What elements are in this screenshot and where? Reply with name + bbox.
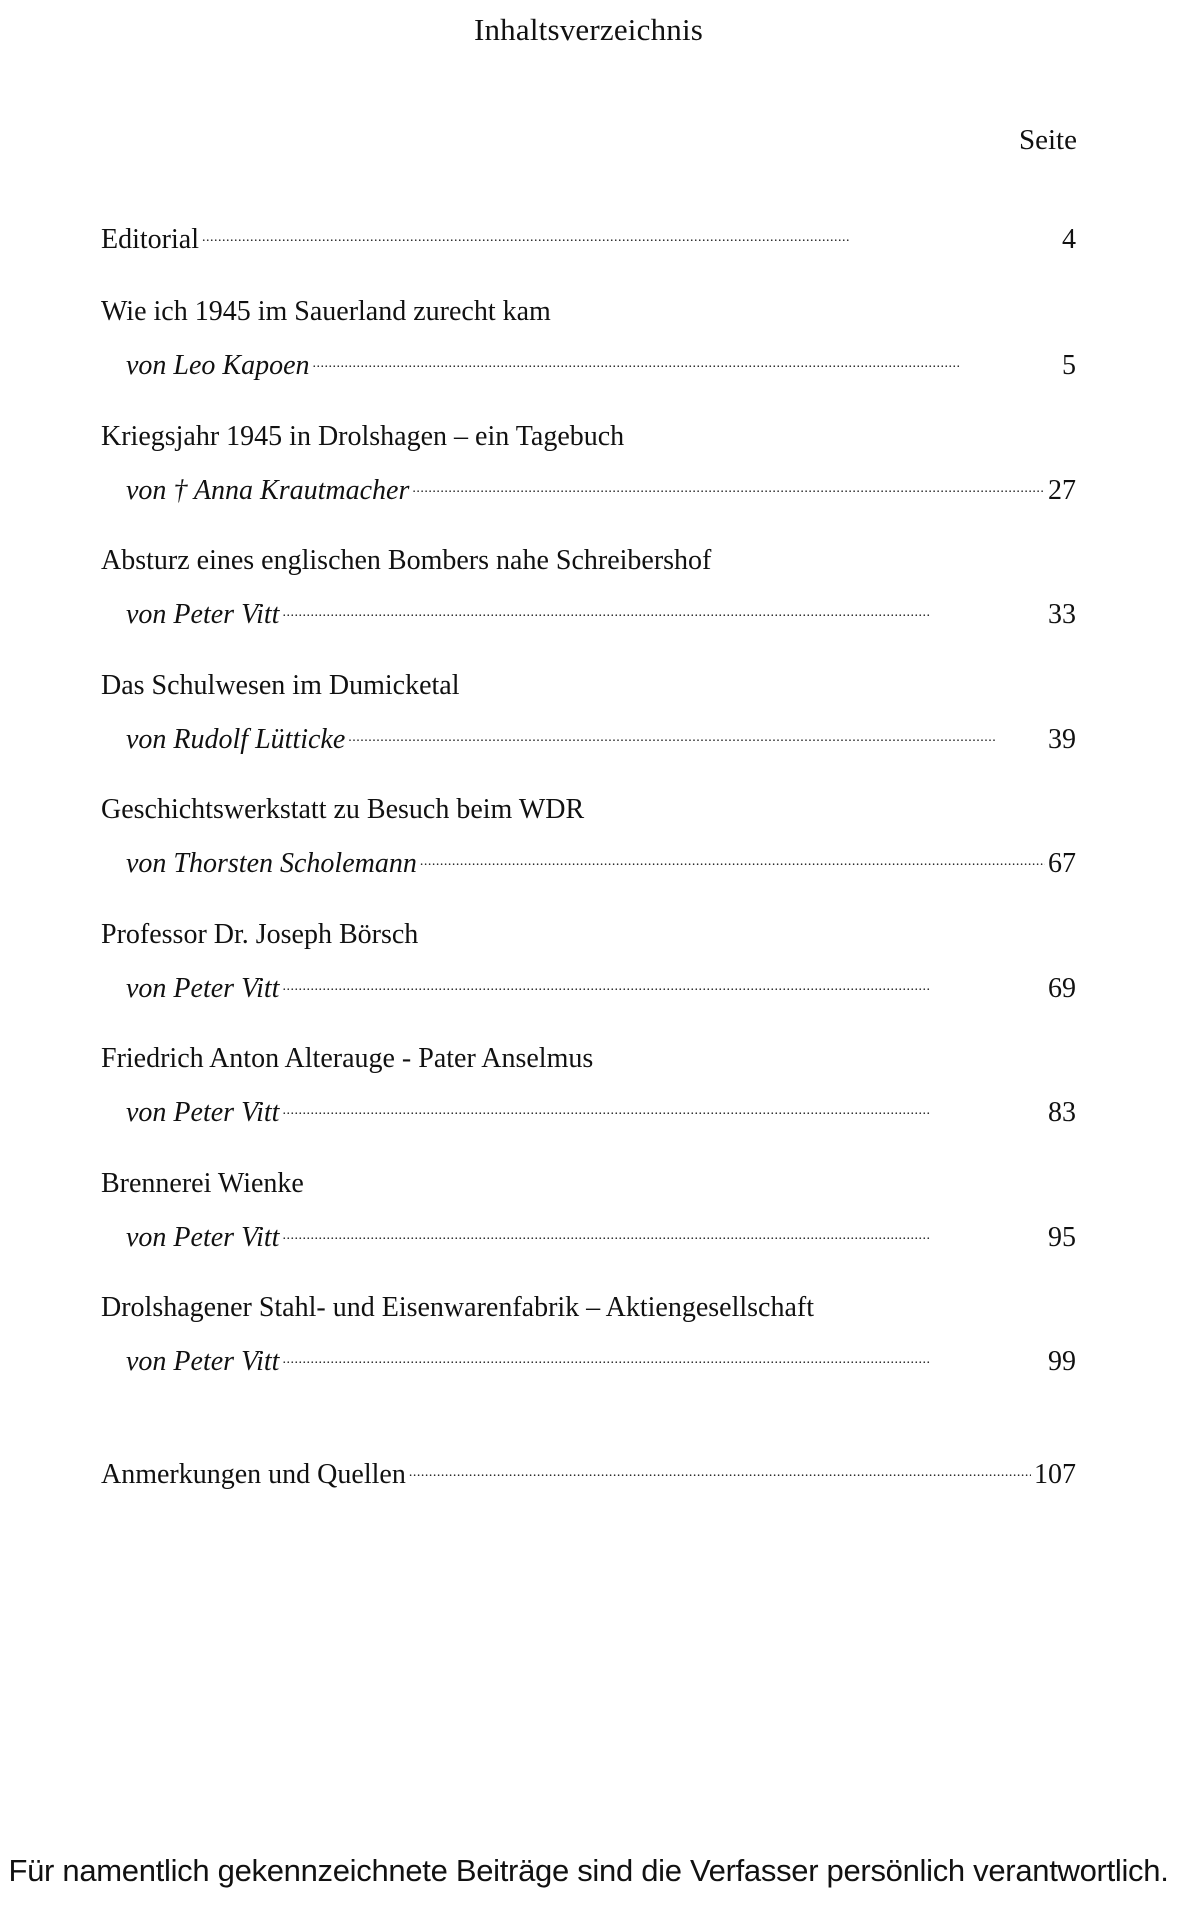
dot-leader — [282, 589, 1045, 623]
dot-leader — [412, 465, 1045, 499]
dot-leader — [420, 838, 1045, 872]
toc-author-line — [101, 838, 1076, 879]
toc-entry — [101, 669, 1076, 755]
page-number: 99 — [1048, 1346, 1076, 1377]
page-number: 39 — [1048, 724, 1076, 755]
entry-author: von Rudolf Lütticke — [126, 724, 346, 755]
page-number: 27 — [1048, 475, 1076, 506]
footer-disclaimer: Für namentlich gekennzeichnete Beiträge sind die Verfasser persönlich verantwortlich. — [8, 1853, 1169, 1888]
entry-author: von Peter Vitt — [126, 973, 280, 1004]
toc-entry — [101, 918, 1076, 1004]
page-number: 4 — [1062, 224, 1076, 255]
entry-author: von Peter Vitt — [126, 1222, 280, 1253]
toc-author-line — [101, 1336, 1076, 1377]
dot-leader — [282, 1336, 1045, 1370]
toc-author-line — [101, 465, 1076, 506]
toc-author-line — [101, 340, 1076, 381]
toc-entry — [101, 1042, 1076, 1128]
toc-author-line — [101, 1212, 1076, 1253]
entry-title: Drolshagener Stahl- und Eisenwarenfabrik – Aktiengesellschaft — [101, 1292, 815, 1323]
toc-entry — [101, 793, 1076, 879]
toc-entry — [101, 1291, 1076, 1377]
entry-author: von Peter Vitt — [126, 1097, 280, 1128]
entry-author: von Peter Vitt — [126, 1346, 280, 1377]
toc-line — [101, 214, 1076, 255]
toc-entry — [101, 544, 1076, 630]
page-number: 83 — [1048, 1097, 1076, 1128]
entry-title: Das Schulwesen im Dumicketal — [101, 670, 460, 701]
entry-author: von Leo Kapoen — [126, 350, 310, 381]
entry-title: Brennerei Wienke — [101, 1168, 304, 1199]
page-number: 67 — [1048, 848, 1076, 879]
entry-author: von Peter Vitt — [126, 599, 280, 630]
page-number: 95 — [1048, 1222, 1076, 1253]
dot-leader — [282, 1087, 1045, 1121]
dot-leader — [202, 214, 1059, 248]
dot-leader — [313, 340, 1059, 374]
page-number: 5 — [1062, 350, 1076, 381]
dot-leader — [409, 1449, 1031, 1483]
toc-entry — [101, 420, 1076, 506]
toc-entry-editorial — [101, 214, 1076, 255]
entry-title: Wie ich 1945 im Sauerland zurecht kam — [101, 296, 551, 327]
toc-author-line — [101, 714, 1076, 755]
toc-entry-notes — [101, 1449, 1076, 1490]
entry-title: Anmerkungen und Quellen — [101, 1459, 406, 1490]
entry-author: von † Anna Krautmacher — [126, 475, 410, 506]
page-number: 69 — [1048, 973, 1076, 1004]
toc-line — [101, 1449, 1076, 1490]
toc-author-line — [101, 1087, 1076, 1128]
entry-title: Geschichtswerkstatt zu Besuch beim WDR — [101, 794, 585, 825]
page-column-label: Seite — [1019, 124, 1077, 156]
toc-author-line — [101, 963, 1076, 1004]
page-number: 107 — [1034, 1459, 1076, 1490]
dot-leader — [282, 963, 1045, 997]
toc-author-line — [101, 589, 1076, 630]
dot-leader — [282, 1212, 1045, 1246]
dot-leader — [348, 714, 1045, 748]
page-title: Inhaltsverzeichnis — [473, 12, 704, 47]
toc-entry — [101, 1167, 1076, 1253]
toc-entry — [101, 295, 1076, 381]
entry-title: Professor Dr. Joseph Börsch — [101, 919, 419, 950]
entry-title: Editorial — [101, 224, 199, 255]
entry-title: Friedrich Anton Alterauge - Pater Anselmus — [101, 1043, 594, 1074]
entry-title: Absturz eines englischen Bombers nahe Schreibershof — [101, 545, 712, 576]
entry-author: von Thorsten Scholemann — [126, 848, 417, 879]
page-number: 33 — [1048, 599, 1076, 630]
entry-title: Kriegsjahr 1945 in Drolshagen – ein Tagebuch — [101, 421, 625, 452]
